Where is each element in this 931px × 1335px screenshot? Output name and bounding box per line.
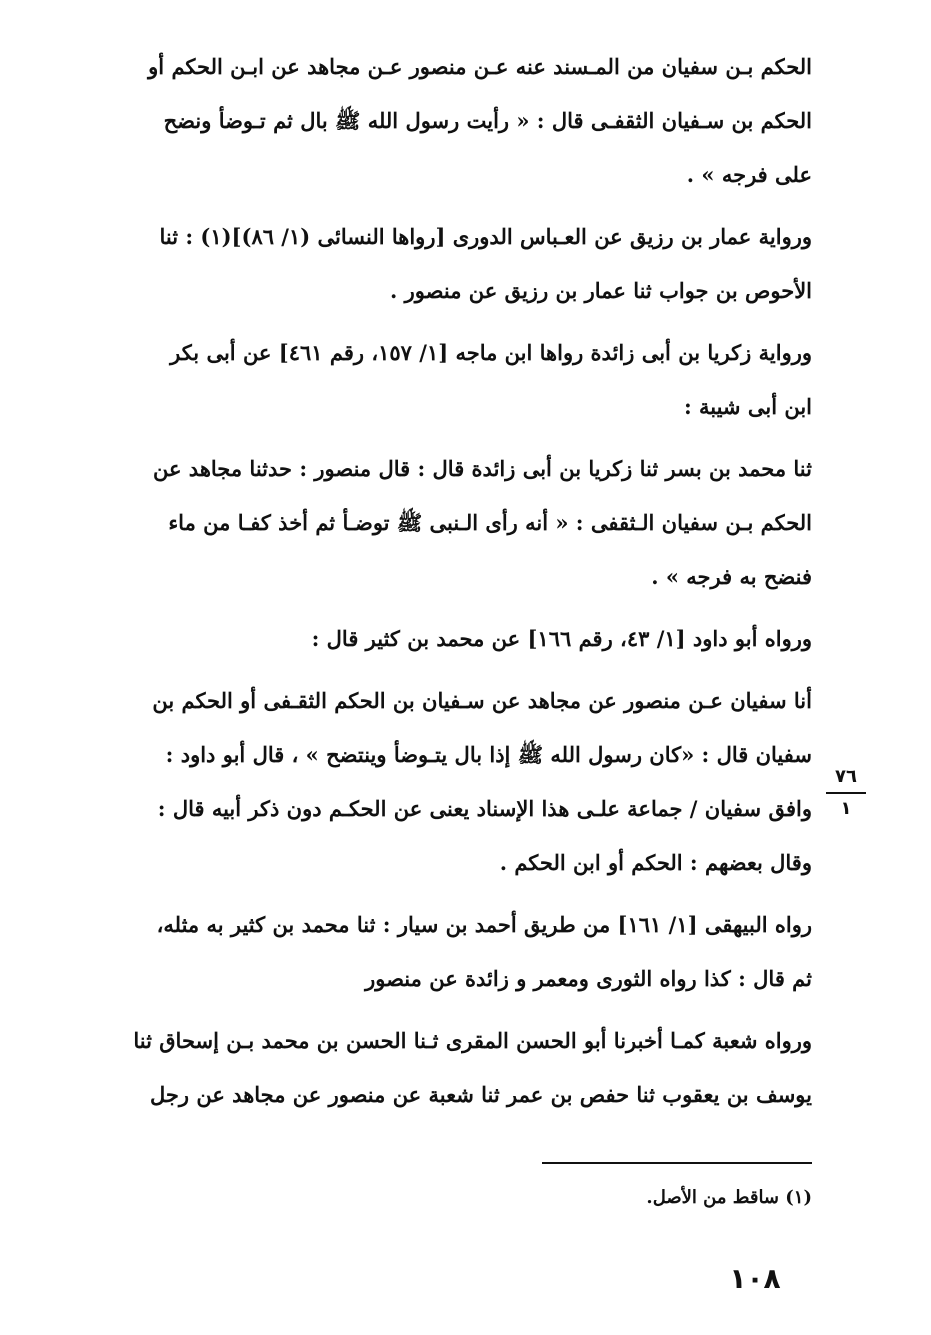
- text-line: ورواه شعبة كمـا أخبرنا أبو الحسن المقرى ثـنا الحسن بن محمد بـن إسحاق ثنا: [133, 1028, 812, 1053]
- text-line: الأحوص بن جواب ثنا عمار بن رزيق عن منصور .: [390, 278, 812, 303]
- paragraph: [96, 210, 812, 318]
- text-line: رواه البيهقى [١/ ١٦١] من طريق أحمد بن سيار : ثنا محمد بن كثير به مثله،: [156, 912, 812, 937]
- page-number: ١٠٨: [729, 1262, 781, 1295]
- folio-side: ١: [840, 798, 852, 819]
- paragraph: [96, 612, 812, 666]
- text-line: فنضح به فرجه » .: [651, 564, 812, 589]
- text-line: ثنا محمد بن بسر ثنا زكريا بن أبى زائدة قال : قال منصور : حدثنا مجاهد عن: [152, 456, 812, 481]
- main-text: [96, 40, 812, 1130]
- text-line: أنا سفيان عـن منصور عن مجاهد عن سـفيان بن الحكم الثقـفى أو الحكم بن: [152, 688, 812, 713]
- text-line: يوسف بن يعقوب ثنا حفص بن عمر ثنا شعبة عن منصور عن مجاهد عن رجل: [150, 1082, 812, 1107]
- manuscript-folio-marker: [826, 766, 866, 820]
- paragraph: [96, 40, 812, 202]
- text-line: الحكم بـن سفيان من المـسند عنه عـن منصور عـن مجاهد عن ابـن الحكم أو: [148, 54, 812, 79]
- paragraph: [96, 1014, 812, 1122]
- text-line: ورواية عمار بن رزيق عن العـباس الدورى [رواها النسائى (١/ ٨٦)](١) : ثنا: [159, 224, 812, 249]
- paragraph: [96, 442, 812, 604]
- folio-divider: [826, 792, 866, 794]
- text-line: وقال بعضهم : الحكم أو ابن الحكم .: [499, 850, 812, 875]
- text-line: ثم قال : كذا رواه الثورى ومعمر و زائدة عن منصور: [365, 966, 812, 991]
- folio-number: ٧٦: [835, 766, 857, 787]
- text-line: على فرجه » .: [686, 162, 812, 187]
- text-line: الحكم بـن سفيان الـثقفى : « أنه رأى الـنبى ﷺ توضـأ ثم أخذ كفـا من ماء: [168, 510, 812, 535]
- footnote: (١) ساقط من الأصل.: [646, 1187, 812, 1208]
- text-line: وافق سفيان / جماعة علـى هذا الإسناد يعنى عن الحكـم دون ذكر أبيه قال :: [157, 796, 812, 821]
- paragraph: [96, 674, 812, 890]
- paragraph: [96, 898, 812, 1006]
- text-line: ورواه أبو داود [١/ ٤٣، رقم ١٦٦] عن محمد بن كثير قال :: [311, 626, 812, 651]
- text-line: سفيان قال : «كان رسول الله ﷺ إذا بال يتـوضأ وينتضح » ، قال أبو داود :: [165, 742, 812, 767]
- paragraph: [96, 326, 812, 434]
- text-line: ابن أبى شيبة :: [683, 394, 812, 419]
- footnote-separator: [542, 1162, 812, 1164]
- text-line: الحكم بن سـفيان الثقفـى قال : « رأيت رسول الله ﷺ بال ثم تـوضأ ونضح: [163, 108, 812, 133]
- text-line: ورواية زكريا بن أبى زائدة رواها ابن ماجه [١/ ١٥٧، رقم ٤٦١] عن أبى بكر: [170, 340, 812, 365]
